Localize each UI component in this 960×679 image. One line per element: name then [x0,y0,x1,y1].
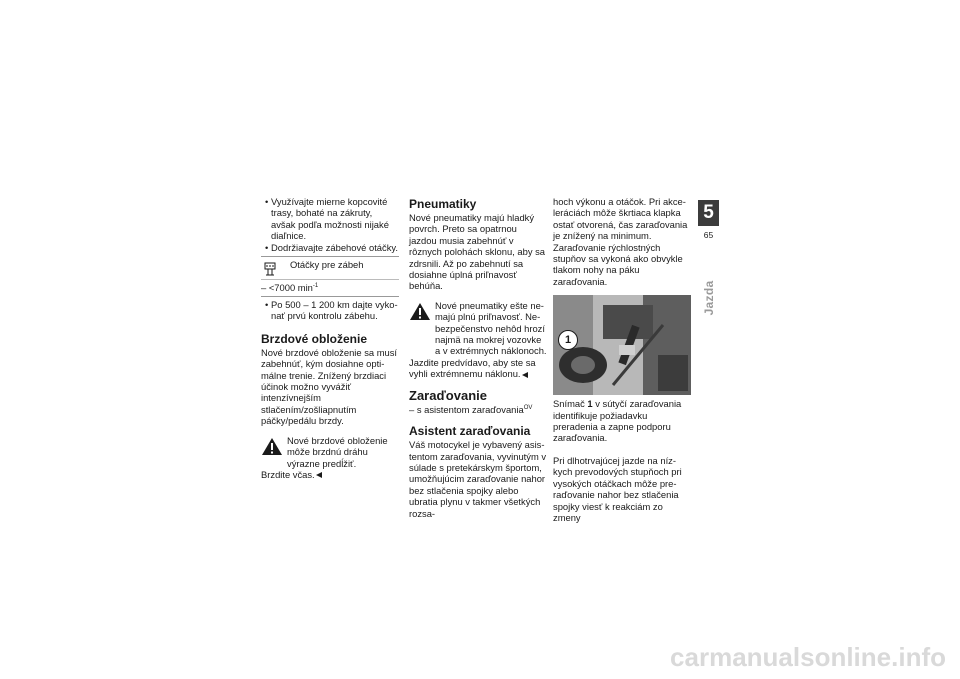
callout-badge: 1 [558,330,578,350]
paragraph: Nové brzdové obloženie sa musí zabehnúť, kým dosiahne optimálne trenie. Znížený brzdiaci účinok možno vyvážiť intenzívnejším stlačením/zošliapnutím páčky/pedálu brzdy. [261,346,398,427]
warning-block [409,300,547,357]
shift-sensor-photo [553,295,691,395]
paragraph: Váš motocykel je vybavený asistentom zaraďovania, vyvinutým v súlade s pretekárskym športom, umožňujúcim zaraďovanie nahor bez stlačenia spojky alebo ubratia plynu v takmer všetkých rozsa- [409,439,547,519]
end-mark-icon [316,472,322,478]
bullet-item: • Po 500 – 1 200 km dajte vykonať prvú kontrolu zábehu. [261,299,399,322]
warning-text-end: Jazdite predvídavo, aby ste sa vyhli extrémnemu náklonu. [409,356,536,380]
heading-brake-pads: Brzdové obloženie [261,331,368,346]
heading-tyres: Pneumatiky [409,197,477,211]
spec-box [261,256,399,297]
bullet-item: • Využívajte mierne kopcovité trasy, bohaté na zákruty, avšak podľa možnosti nijaké diaľnice. [261,196,399,242]
bullet-item: • Dodržiavajte zábehové otáčky. [261,242,399,253]
spec-unit-sup: -1 [312,282,319,289]
warning-icon [409,302,431,321]
chapter-tab [698,200,719,240]
caption: Snímač 1 v sútyčí zaraďovania identifikuje požiadavku preradenia a zapne podporu zaraďovania. [553,398,682,444]
column-3 [553,196,691,523]
paragraph: Pri dlhotrvajúcej jazde na nízkych prevodových stupňoch pri vysokých otáčkach môže preraďovanie nahor bez stlačenia spojky viesť k reakciám zo zmeny [553,454,682,523]
warning-block [261,435,399,469]
spec-value-row [261,280,399,296]
watermark: carmanualsonline.info [670,642,946,672]
warning-text-end: Brzdite včas. [261,469,399,480]
engine-speed-icon [264,262,276,276]
column-1 [261,196,399,480]
option-line: – s asistentom zaraďovania$^{OV}$ [409,403,533,415]
page-number: 65 [703,230,714,240]
heading-shifting: Zaraďovanie [409,387,487,403]
heading-shift-assistant: Asistent zaraďovania [409,424,531,439]
warning-text: Nové pneumatiky ešte nemajú plnú priľnavosť. Nebezpečenstvo nehôd hrozí najmä na mokrej vozovke a v extrémnych náklonoch. [435,299,547,357]
spec-value: <7000 min [268,282,313,294]
warning-text: Nové brzdové obloženie môže brzdnú dráhu výrazne predĺžiť. [287,434,388,469]
column-2 [409,196,547,519]
paragraph: Nové pneumatiky majú hladký povrch. Preto sa opatrnou jazdou musia zabehnúť v rôznych polohách sklonu, aby sa zdrsnili. Až po zabehnutí sa dosiahne úplná priľnavosť behúňa. [409,212,546,292]
spec-title: Otáčky pre zábeh [290,259,364,271]
warning-icon [261,437,283,456]
chapter-number: 5 [698,200,719,226]
paragraph: hoch výkonu a otáčok. Pri akceleráciách môže škrtiaca klapka ostať otvorená, čas zaraďovania je znížený na minimum. Zaraďovanie rýchlostných stupňov sa vykoná ako obvykle tlakom nohy na páku zaraďovania. [553,196,688,287]
section-label: Jazda [702,280,716,316]
end-mark-icon [522,372,528,378]
dash: – [261,282,269,294]
